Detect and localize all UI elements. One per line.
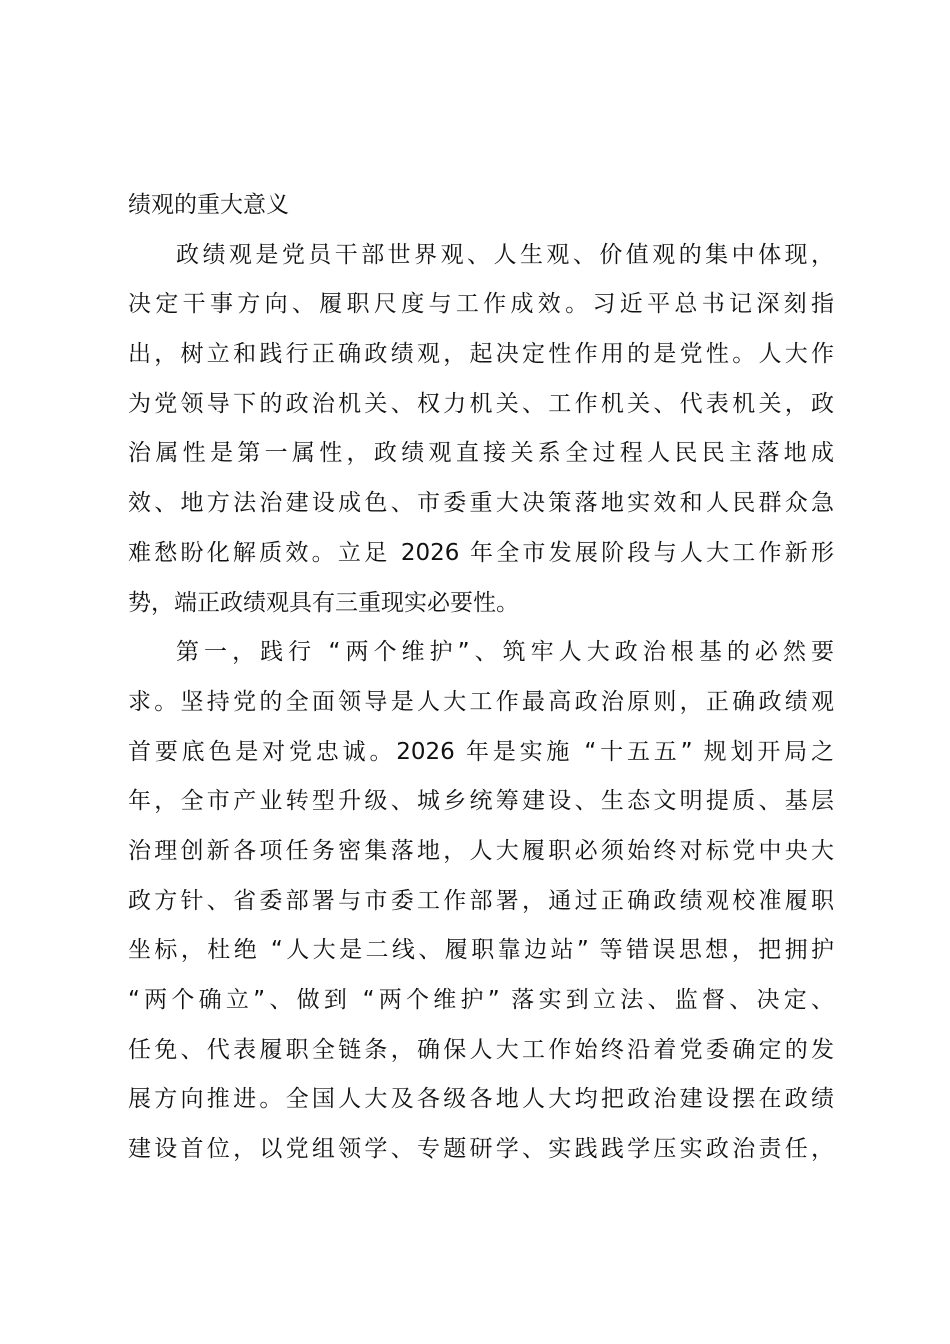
document-body xyxy=(128,181,834,1175)
text-line: 坐标，杜绝 “人大是二线、履职靠边站” 等错误思想，把拥护 xyxy=(128,937,834,964)
text-line: 政绩观是党员干部世界观、人生观、价值观的集中体现， xyxy=(176,241,834,268)
text-line: 求。坚持党的全面领导是人大工作最高政治原则，正确政绩观 xyxy=(128,688,834,715)
text-line: 绩观的重大意义 xyxy=(128,192,289,218)
text-line: 为党领导下的政治机关、权力机关、工作机关、代表机关，政 xyxy=(128,390,834,417)
text-line: 出，树立和践行正确政绩观，起决定性作用的是党性。人大作 xyxy=(128,341,834,368)
text-line: 政方针、省委部署与市委工作部署，通过正确政绩观校准履职 xyxy=(128,887,834,914)
text-line: 首要底色是对党忠诚。2026 年是实施 “十五五” 规划开局之 xyxy=(128,738,834,765)
text-line: 年，全市产业转型升级、城乡统筹建设、生态文明提质、基层 xyxy=(128,788,834,815)
text-line: “两个确立”、做到 “两个维护” 落实到立法、监督、决定、 xyxy=(128,987,834,1013)
text-line: 展方向推进。全国人大及各级各地人大均把政治建设摆在政绩 xyxy=(128,1086,834,1113)
text-line: 任免、代表履职全链条，确保人大工作始终沿着党委确定的发 xyxy=(128,1036,834,1063)
text-line: 难愁盼化解质效。立足 2026 年全市发展阶段与人大工作新形 xyxy=(128,539,834,566)
text-line: 第一，践行 “两个维护”、筑牢人大政治根基的必然要 xyxy=(176,639,834,666)
text-line: 效、地方法治建设成色、市委重大决策落地实效和人民群众急 xyxy=(128,490,834,517)
text-line: 建设首位，以党组领学、专题研学、实践践学压实政治责任， xyxy=(128,1136,834,1163)
text-line: 势，端正政绩观具有三重现实必要性。 xyxy=(128,589,519,616)
text-line: 决定干事方向、履职尺度与工作成效。习近平总书记深刻指 xyxy=(128,291,834,318)
text-line: 治理创新各项任务密集落地，人大履职必须始终对标党中央大 xyxy=(128,837,834,864)
text-line: 治属性是第一属性，政绩观直接关系全过程人民民主落地成 xyxy=(128,440,834,467)
